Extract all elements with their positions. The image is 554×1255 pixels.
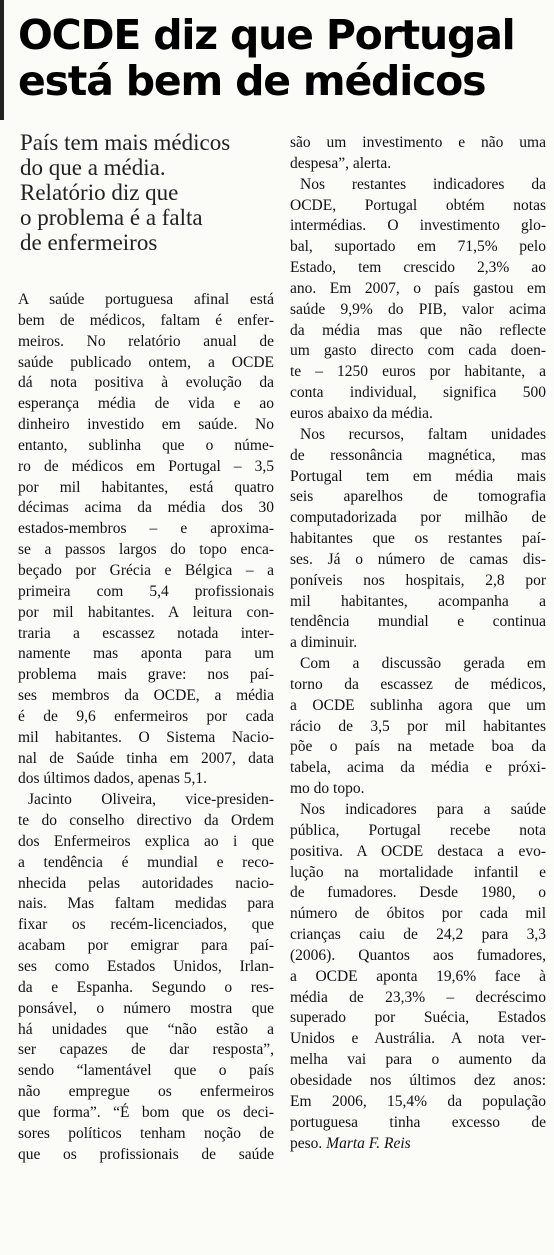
article-line: décimas acima da média dos 30 bbox=[18, 499, 274, 517]
article-line: dá nota positiva à evolução da bbox=[18, 374, 274, 392]
article-line: dos últimos dados, apenas 5,1. bbox=[18, 770, 207, 788]
article-line: ser capazes de dar resposta”, bbox=[18, 1041, 274, 1059]
article-line: nhecida pelas autoridades nacio- bbox=[18, 874, 274, 892]
article-line: te – 1250 euros por habitante, a bbox=[290, 363, 546, 381]
article-line: ses. Já o número de camas dis- bbox=[290, 550, 546, 568]
article-line: saúde publicado ontem, a OCDE bbox=[18, 353, 274, 371]
article-line: sores políticos tenham noção de bbox=[18, 1124, 274, 1142]
article-line: estados-membros – e aproxima- bbox=[18, 520, 274, 538]
article-line: é de 9,6 enfermeiros por cada bbox=[18, 707, 274, 725]
article-line: que forma”. “É bom que os deci- bbox=[18, 1103, 274, 1121]
article-line: torno da escassez de médicos, bbox=[290, 675, 546, 693]
author-byline: Marta F. Reis bbox=[326, 1134, 411, 1152]
article-line: Nos indicadores para a saúde bbox=[300, 801, 546, 818]
article-line: problema mais grave: nos paí- bbox=[18, 666, 274, 684]
article-line: bem de médicos, faltam é enfer- bbox=[18, 311, 274, 329]
article-line: de fumadores. Desde 1980, o bbox=[290, 884, 546, 902]
article-line: tendência mundial e continua bbox=[290, 613, 546, 631]
article-line: um gasto directo com cada doen- bbox=[290, 342, 546, 360]
article-line: número de óbitos por cada mil bbox=[290, 905, 546, 923]
article-line: OCDE, Portugal obtém notas bbox=[290, 196, 546, 214]
article-line: obesidade nos últimos dez anos: bbox=[290, 1071, 546, 1089]
headline-line-1: OCDE diz que Portugal bbox=[18, 11, 515, 59]
subheadline-line: Relatório diz que bbox=[20, 180, 179, 205]
article-line: namente mas aponta para um bbox=[18, 645, 274, 663]
article-line: Com a discussão gerada em bbox=[300, 655, 546, 673]
article-line: ses membros da OCDE, a média bbox=[18, 687, 274, 705]
article-line: tabela, acima da média e próxi- bbox=[290, 759, 546, 777]
article-line: despesa”, alerta. bbox=[290, 154, 392, 172]
article-line: não empregue os enfermeiros bbox=[18, 1083, 274, 1101]
article-line: crianças caiu de 24,2 para 3,3 bbox=[290, 926, 546, 944]
article-line: mil habitantes. O Sistema Nacio- bbox=[18, 728, 274, 746]
article-line: ro de médicos em Portugal – 3,5 bbox=[18, 457, 274, 475]
article-line: ano. Em 2007, o país gastou em bbox=[290, 279, 546, 297]
headline-line-2: está bem de médicos bbox=[18, 57, 486, 105]
article-line: por mil habitantes. A leitura con- bbox=[18, 603, 274, 621]
closing-line: peso. bbox=[290, 1134, 323, 1152]
article-line: euros abaixo da média. bbox=[290, 404, 433, 422]
article-line: melha vai para o aumento da bbox=[290, 1051, 546, 1069]
article-line: superado por Suécia, Estados bbox=[290, 1009, 546, 1027]
article-line: lução na mortalidade infantil e bbox=[290, 863, 546, 881]
article-line: se a passos largos do topo enca- bbox=[18, 541, 274, 559]
article-line: Unidos e Austrália. A nota ver- bbox=[290, 1030, 546, 1048]
article-line: te do conselho directivo da Ordem bbox=[18, 812, 274, 830]
article-line: seis aparelhos de tomografia bbox=[290, 488, 546, 506]
article-line: computadorizada por milhão de bbox=[290, 509, 546, 527]
subheadline-line: de enfermeiros bbox=[20, 230, 158, 255]
article-line: a tendência é mundial e reco- bbox=[18, 853, 274, 871]
article-line: esperança média de vida e ao bbox=[18, 395, 274, 413]
article-line: Em 2006, 15,4% da população bbox=[290, 1092, 546, 1110]
article-line: põe o país na metade boa da bbox=[290, 738, 546, 756]
article-column-left bbox=[18, 290, 274, 1165]
article-line: primeira com 5,4 profissionais bbox=[18, 582, 274, 600]
article-line: saúde 9,9% do PIB, valor acima bbox=[290, 300, 546, 318]
subheadline bbox=[20, 130, 270, 255]
article-line: a OCDE aponta 19,6% face à bbox=[290, 967, 546, 985]
article-line: poníveis nos hospitais, 2,8 por bbox=[290, 571, 546, 589]
article-line: fixar os recém-licenciados, que bbox=[18, 916, 274, 934]
article-line: mo do topo. bbox=[290, 780, 365, 798]
subheadline-line: do que a média. bbox=[20, 155, 166, 180]
article-line: nais. Mas faltam medidas para bbox=[18, 895, 274, 913]
article-line: nal de Saúde tinha em 2007, data bbox=[18, 749, 274, 767]
article-line: ses como Estados Unidos, Irlan- bbox=[18, 958, 274, 975]
article-line bbox=[290, 1134, 546, 1155]
subheadline-line: País tem mais médicos bbox=[20, 130, 231, 155]
article-line: Estado, tem crescido 2,3% ao bbox=[290, 259, 546, 277]
article-line: rácio de 3,5 por mil habitantes bbox=[290, 717, 546, 735]
article-line: beçado por Grécia e Bélgica – a bbox=[18, 561, 274, 579]
article-line: intermédias. O investimento glo- bbox=[290, 217, 546, 235]
article-line: Jacinto Oliveira, vice-presiden- bbox=[28, 791, 274, 809]
article-line: pública, Portugal recebe nota bbox=[290, 821, 546, 839]
article-line: que os profissionais de saúde bbox=[18, 1145, 274, 1163]
article-line: sendo “lamentável que o país bbox=[18, 1062, 274, 1080]
article-line: entanto, sublinha que o núme- bbox=[18, 436, 274, 454]
article-line: Portugal tem em média mais bbox=[290, 467, 546, 485]
subheadline-line: o problema é a falta bbox=[20, 205, 203, 230]
margin-rule bbox=[0, 0, 4, 120]
article-line: Nos restantes indicadores da bbox=[300, 175, 546, 193]
article-line: habitantes que os restantes paí- bbox=[290, 530, 546, 548]
article-line: conta individual, significa 500 bbox=[290, 384, 546, 402]
article-line: A saúde portuguesa afinal está bbox=[18, 291, 274, 308]
article-line: traria a escassez notada inter- bbox=[18, 624, 274, 642]
article-line: há unidades que “não estão a bbox=[18, 1020, 274, 1038]
article-line: ponsável, o número mostra que bbox=[18, 999, 274, 1017]
article-line: mil habitantes, acompanha a bbox=[290, 592, 546, 610]
article-line: por mil habitantes, está quatro bbox=[18, 478, 274, 496]
article-line: positiva. A OCDE destaca a evo- bbox=[290, 842, 546, 860]
article-line: acabam por emigrar para paí- bbox=[18, 937, 274, 955]
article-line: portuguesa tinha excesso de bbox=[290, 1113, 546, 1131]
article-line: são um investimento e não uma bbox=[290, 134, 546, 151]
article-line: de ressonância magnética, mas bbox=[290, 446, 546, 464]
headline bbox=[18, 12, 548, 104]
article-line: a diminuir. bbox=[290, 634, 358, 652]
article-line: dos Enfermeiros explica ao i que bbox=[18, 832, 274, 850]
article-line: a OCDE sublinha agora que um bbox=[290, 696, 546, 714]
article-line: bal, suportado em 71,5% pelo bbox=[290, 238, 546, 256]
article-line: da e Espanha. Segundo o res- bbox=[18, 978, 274, 996]
article-line: (2006). Quantos aos fumadores, bbox=[290, 946, 546, 964]
article-column-right bbox=[290, 133, 546, 1154]
article-line: meiros. No relatório anual de bbox=[18, 332, 274, 350]
article-line: média de 23,3% – decréscimo bbox=[290, 988, 546, 1006]
article-line: da média mas que não reflecte bbox=[290, 321, 546, 339]
article-line: dinheiro investido em saúde. No bbox=[18, 416, 274, 434]
article-line: Nos recursos, faltam unidades bbox=[300, 425, 546, 443]
